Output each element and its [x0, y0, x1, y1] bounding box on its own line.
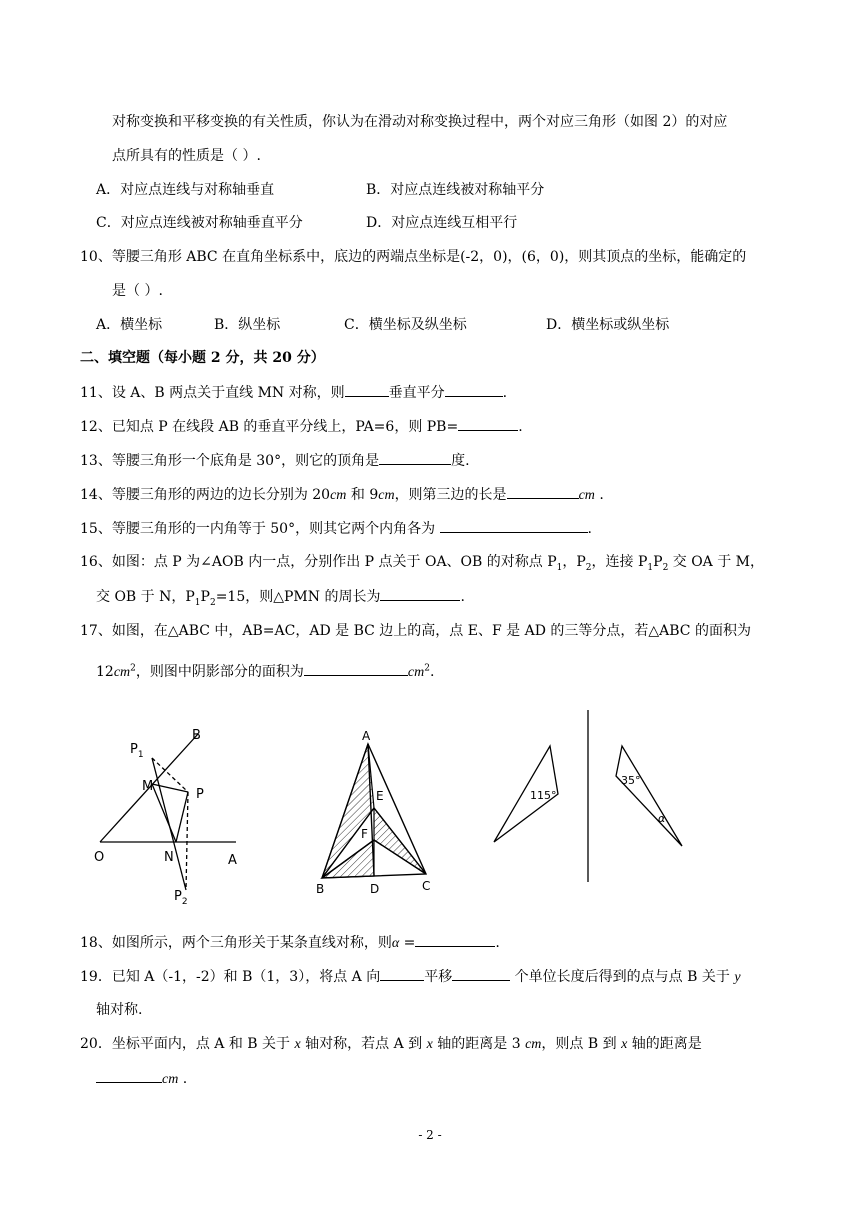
q12-text-b: .: [518, 419, 523, 435]
segment-mp: [152, 784, 188, 792]
q10-line1: 10、等腰三角形 ABC 在直角坐标系中，底边的两端点坐标是(-2，0)，(6，0)，则其顶点的坐标，能确定的: [80, 249, 747, 265]
q19-text: 个单位长度后得到的点与点 B 关于: [510, 969, 735, 985]
q17-line2: [96, 661, 434, 683]
q14-text-a: 14、等腰三角形的两边的边长分别为 20: [80, 487, 331, 503]
q11: [80, 382, 507, 403]
q9-line1: 对称变换和平移变换的有关性质，你认为在滑动对称变换过程中，两个对应三角形（如图 2）的对应: [112, 114, 728, 130]
label-o: O: [94, 850, 105, 865]
q20-blank[interactable]: [96, 1068, 162, 1083]
angle-35-label: 35°: [621, 774, 641, 787]
q20-line1: [80, 1034, 702, 1055]
dashed-pp2: [186, 792, 188, 890]
label-p: P: [196, 787, 204, 802]
q9-option-d: D．对应点连线互相平行: [366, 215, 518, 231]
q10-line2: 是（ ）.: [112, 283, 163, 299]
q12-text-a: 12、已知点 P 在线段 AB 的垂直平分线上，PA=6，则 PB=: [80, 419, 459, 435]
q17-unit: cm: [407, 665, 425, 680]
triangle-right: [616, 746, 682, 846]
q12-blank[interactable]: [458, 416, 518, 431]
q18-text: =: [399, 935, 416, 951]
label-c: C: [422, 879, 431, 893]
q19-y: y: [734, 970, 741, 985]
q10-option-a: A．横坐标: [96, 317, 163, 333]
q19-text: 平移: [424, 969, 453, 985]
q16-text: ，P: [562, 554, 586, 570]
q12: [80, 416, 523, 437]
label-f: F: [361, 827, 368, 841]
q17-text: ，则图中阴影部分的面积为: [135, 664, 304, 680]
q16-text: .: [460, 589, 465, 605]
q14-blank[interactable]: [507, 484, 579, 499]
label-m: M: [142, 779, 154, 794]
q16-text: 交 OB 于 N，P: [96, 589, 195, 605]
q20-x: x: [621, 1037, 628, 1052]
q19-blank-1[interactable]: [380, 966, 424, 981]
page-number: - 2 -: [418, 1128, 442, 1142]
label-a: A: [362, 729, 371, 743]
q18-blank[interactable]: [415, 932, 495, 947]
q20-text: 轴的距离是: [627, 1036, 702, 1052]
q15-text-b: .: [587, 521, 592, 537]
q11-text-b: 垂直平分: [388, 385, 445, 401]
q20-line2: [96, 1068, 187, 1090]
q14-text-d: .: [594, 487, 604, 503]
q18: [80, 932, 500, 954]
q14-text-b: 和 9: [346, 487, 379, 503]
q17-text: 12: [96, 664, 114, 680]
q16-sub: 1: [194, 597, 201, 608]
figure-isosceles-shaded: [310, 730, 440, 900]
q11-blank-2[interactable]: [445, 382, 503, 397]
q16-text: P: [653, 554, 663, 570]
q9-option-c: C．对应点连线被对称轴垂直平分: [96, 215, 303, 231]
q10-option-c: C．横坐标及纵坐标: [344, 317, 467, 333]
alpha-label: α: [658, 812, 666, 825]
figure-symmetric-triangles: [490, 706, 690, 886]
q15-blank[interactable]: [440, 518, 588, 533]
q20-unit: cm: [162, 1072, 179, 1087]
label-p1: $P_1$: [130, 742, 144, 760]
q17-sup: 2: [424, 663, 430, 674]
segment-mn: [152, 784, 176, 842]
figure-angle-reflection: [90, 720, 260, 910]
q15: [80, 518, 592, 539]
q19-line2: 轴对称.: [96, 1002, 143, 1018]
q16-text: =15，则△PMN 的周长为: [215, 589, 381, 605]
q18-alpha: α: [391, 936, 400, 951]
q17-blank[interactable]: [304, 661, 408, 676]
q16-sub: 2: [209, 597, 216, 608]
q18-text: 18、如图所示，两个三角形关于某条直线对称，则: [80, 935, 392, 951]
q15-text-a: 15、等腰三角形的一内角等于 50°，则其它两个内角各为: [80, 521, 440, 537]
q16-text: ，连接 P: [591, 554, 648, 570]
q19-blank-2[interactable]: [452, 966, 510, 981]
q16-sub: 1: [556, 562, 563, 573]
q14-text-c: ，则第三边的长是: [394, 487, 507, 503]
q16-line2: [96, 586, 465, 607]
q20-text: 轴的距离是 3: [432, 1036, 526, 1052]
q17-line1: 17、如图，在△ABC 中，AB=AC，AD 是 BC 边上的高，点 E、F 是 AD 的三等分点，若△ABC 的面积为: [80, 623, 751, 639]
q17-text: .: [429, 664, 435, 680]
q11-text-a: 11、设 A、B 两点关于直线 MN 对称，则: [80, 385, 345, 401]
q19-text: 19．已知 A（-1，-2）和 B（1，3），将点 A 向: [80, 969, 381, 985]
q14: [80, 484, 604, 506]
q14-unit-2: cm: [378, 488, 395, 503]
q20-text: .: [178, 1071, 188, 1087]
q20-x: x: [294, 1037, 301, 1052]
q20-text: 轴对称，若点 A 到: [300, 1036, 427, 1052]
q13: [80, 450, 470, 471]
label-e: E: [376, 789, 384, 803]
q16-sub: 2: [662, 562, 669, 573]
label-p2: $P_2$: [174, 889, 188, 907]
q17-sup: 2: [130, 663, 136, 674]
q19-line1: [80, 966, 741, 988]
label-b: B: [316, 882, 325, 896]
q14-unit-1: cm: [330, 488, 347, 503]
q18-text: .: [495, 935, 500, 951]
q11-text-c: .: [502, 385, 508, 401]
q17-unit: cm: [113, 665, 131, 680]
q20-text: ，则点 B 到: [541, 1036, 622, 1052]
segment-pn: [176, 792, 188, 842]
q20-x: x: [426, 1037, 433, 1052]
q16-sub: 2: [585, 562, 592, 573]
q16-line1: [80, 552, 764, 572]
q9-option-b: B．对应点连线被对称轴平分: [366, 182, 545, 198]
q14-unit-3: cm: [578, 488, 595, 503]
label-d: D: [370, 882, 380, 896]
q20-text: 20．坐标平面内，点 A 和 B 关于: [80, 1036, 295, 1052]
q16-text: 16、如图：点 P 为∠AOB 内一点，分别作出 P 点关于 OA、OB 的对称点 P: [80, 554, 557, 570]
q13-text-a: 13、等腰三角形一个底角是 30°，则它的顶角是: [80, 453, 380, 469]
q11-blank-1[interactable]: [345, 382, 389, 397]
q16-sub: 1: [647, 562, 654, 573]
q20-unit: cm: [525, 1037, 542, 1052]
label-b: B: [192, 728, 201, 743]
q9-line2: 点所具有的性质是（ ）.: [112, 148, 261, 164]
dashed-p1p: [152, 758, 188, 792]
angle-115-label: 115°: [530, 789, 557, 802]
label-n: N: [164, 850, 174, 865]
q16-text: 交 OA 于 M，: [668, 554, 765, 570]
q9-option-a: A．对应点连线与对称轴垂直: [96, 182, 275, 198]
q13-blank[interactable]: [379, 450, 451, 465]
label-a: A: [228, 853, 237, 868]
q16-blank[interactable]: [380, 586, 460, 601]
q10-option-d: D．横坐标或纵坐标: [546, 317, 670, 333]
q10-option-b: B．纵坐标: [214, 317, 281, 333]
section-heading: 二、填空题（每小题 2 分，共 20 分）: [80, 350, 325, 366]
q13-text-b: 度.: [451, 453, 470, 469]
q16-text: P: [200, 589, 210, 605]
